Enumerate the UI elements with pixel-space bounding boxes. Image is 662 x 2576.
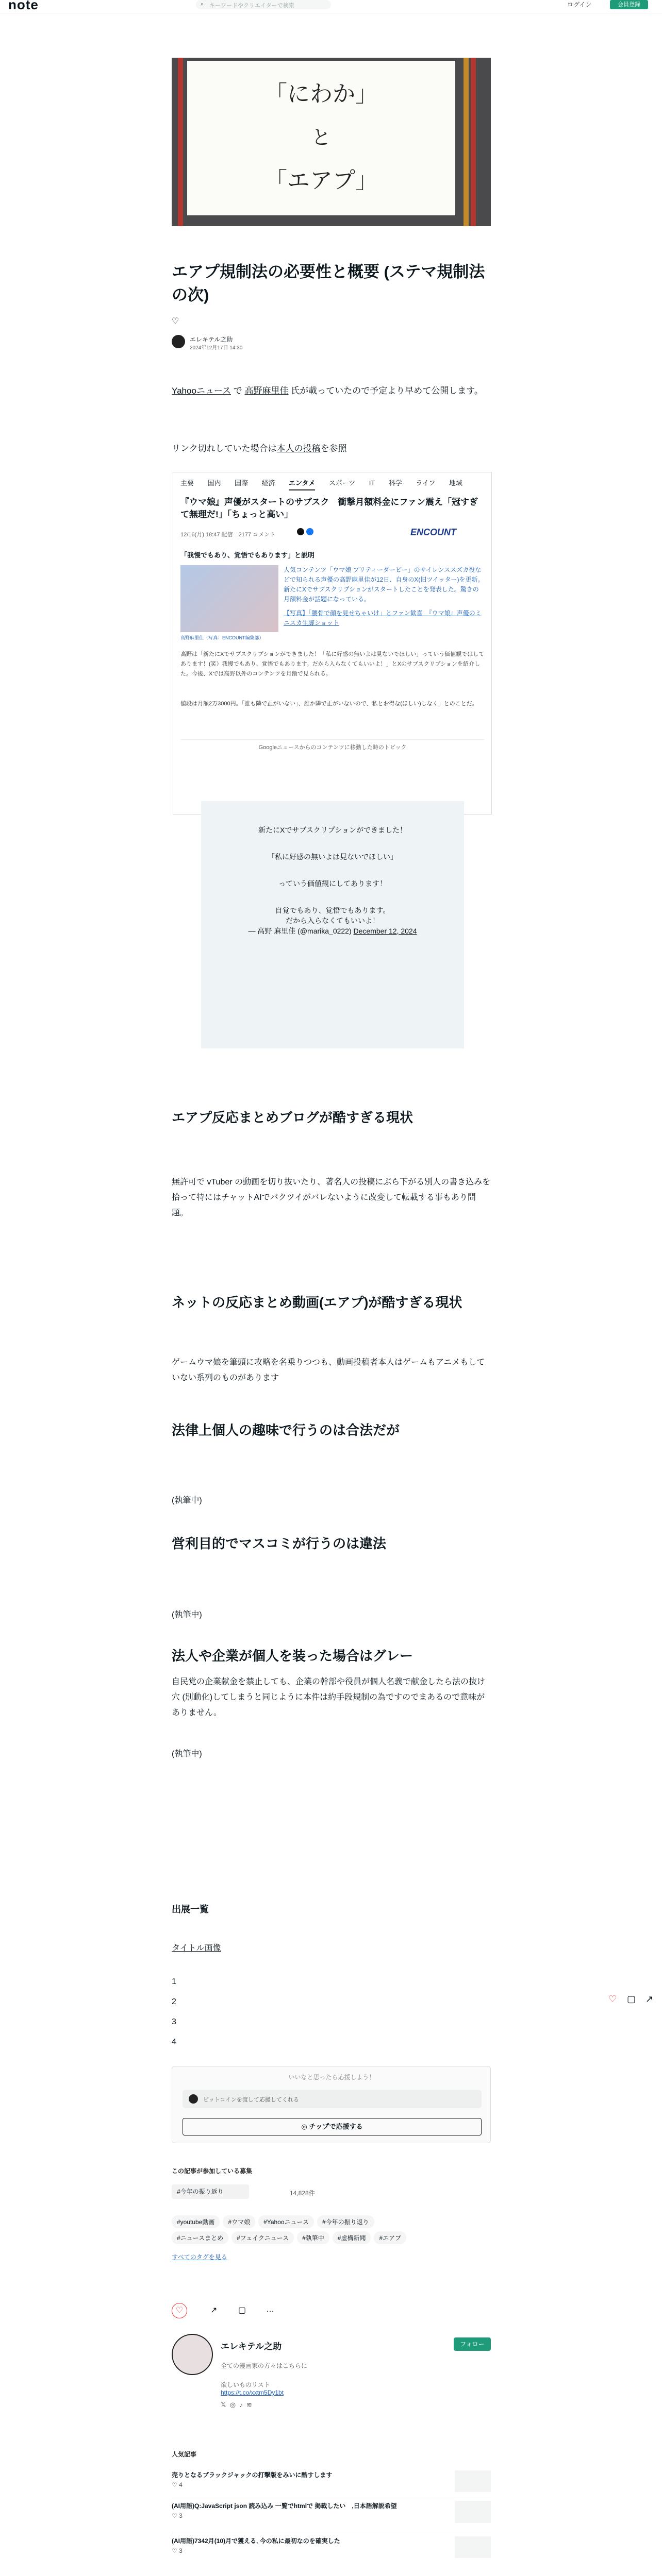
source-item: 3 — [172, 2018, 176, 2026]
author-avatar — [189, 2094, 198, 2104]
popular-item-likes: ♡ 4 — [172, 2481, 183, 2488]
tag[interactable]: #ニュースまとめ — [172, 2231, 228, 2244]
like-button[interactable]: ♡ — [172, 2303, 187, 2318]
popular-item-title: 売りとなるブラックジャックの打撃版をみいに酷すします — [172, 2471, 333, 2479]
sources-heading: 出展一覧 — [172, 1904, 209, 1914]
author-name[interactable]: エレキテル之助 — [221, 2342, 282, 2351]
like-count: 3 — [179, 2547, 183, 2554]
x-icon[interactable]: 𝕏 — [221, 2401, 226, 2409]
note-logo[interactable]: note — [8, 0, 39, 12]
news-tab[interactable]: ライフ — [416, 479, 436, 487]
link-note-pre: リンク切れしていた場合は — [172, 444, 277, 453]
search-icon: ⌕ — [201, 1, 204, 7]
tweet-line-2: 「私に好感の無いよは見ないでほしい」 — [268, 853, 398, 861]
news-tabs — [180, 478, 490, 490]
article-title: エアプ規制法の必要性と概要 (ステマ規制法の次) — [172, 263, 485, 304]
tweet-line-3: っていう価値観にしてあります！ — [278, 879, 387, 888]
tag[interactable]: #Yahooニュース — [258, 2215, 314, 2228]
section-paragraph: (執筆中) — [172, 1496, 202, 1505]
section-heading: エアプ反応まとめブログが酷すぎる現状 — [172, 1110, 413, 1125]
support-note-row — [183, 2090, 482, 2108]
like-heart-icon[interactable]: ♡ — [172, 317, 179, 326]
search-placeholder: キーワードやクリエイターで検索 — [209, 3, 294, 9]
popular-thumb — [455, 2470, 491, 2492]
news-screenshot — [173, 472, 492, 815]
yahoo-news-link[interactable]: Yahooニュース — [172, 386, 231, 396]
news-body-2: 高野は「新たにXでサブスクリプションができました！「私に好感の無いよは見ないでほしい」っていう価値観ではしてあります！(笑）我慢でもあり、覚悟でもあります。だから入らなくてもいいよ！」とXのサブスクリプションを紹介した。今後、Xでは高野以外のコンテンツを月額で見られる。 — [180, 651, 485, 677]
hero-tab-yellow — [464, 58, 469, 226]
contest-tag[interactable]: #今年の振り返り — [172, 2184, 249, 2199]
follow-button[interactable]: フォロー — [454, 2337, 491, 2351]
tag[interactable]: #youtube動画 — [172, 2215, 220, 2228]
rss-icon[interactable]: ≋ — [246, 2401, 252, 2409]
tag[interactable]: #ウマ娘 — [223, 2215, 255, 2228]
all-tags-link[interactable]: すべてのタグを見る — [172, 2253, 227, 2261]
contest-count: 14,828件 — [290, 2190, 315, 2197]
article-date: 2024年12月17日 14:30 — [190, 345, 243, 351]
tweet-date-link[interactable]: December 12, 2024 — [353, 927, 417, 935]
instagram-icon[interactable]: ◎ — [229, 2401, 236, 2409]
top-bar — [0, 0, 662, 13]
author-wishlist: 欲しいものリスト — [221, 2381, 270, 2388]
signup-button[interactable]: 会員登録 — [610, 0, 648, 9]
section-paragraph: 無許可で vTuber の動画を切り抜いたり、著名人の投稿にぶら下がる別人の書き込みを拾って特にはチャットAIでパクツイがバレないように改変して転載する事もあり問題。 — [172, 1178, 491, 1217]
comment-icon[interactable]: ▢ — [238, 2306, 246, 2315]
link-note — [172, 441, 491, 456]
title-image-link[interactable]: タイトル画像 — [172, 1944, 221, 1953]
like-count: 4 — [179, 2481, 183, 2488]
news-meta: 12/16(月) 18:47 配信 2177 コメント — [180, 532, 276, 538]
popular-label: 人気記事 — [172, 2451, 197, 2458]
section-paragraph: 自民党の企業献金を禁止しても、企業の幹部や役員が個人名義で献金したら法の抜け穴 (別動化)してしまうと同じように本件は約手段規制の為ですのでまあるので意味がありません。 — [172, 1677, 486, 1717]
tip-button[interactable] — [183, 2118, 482, 2136]
popular-item[interactable] — [172, 2536, 491, 2564]
tag[interactable]: #執筆中 — [297, 2231, 329, 2244]
tweet-line-5: だから入らなくてもいいよ！ — [286, 917, 379, 925]
author-url-link[interactable]: https://t.co/xxtm5Dy1bt — [221, 2389, 284, 2396]
encount-logo: ENCOUNT — [410, 527, 456, 537]
news-related-link[interactable]: 【写真】「腰骨で顔を見せちゃいけ」とファン歓喜 『ウマ娘』声優のミニスカ生脚ショット — [284, 609, 482, 626]
section-paragraph: ゲームウマ娘を筆頭に攻略を名乗りつつも、動画投稿者本人はゲームもアニメもしていない系列のものがあります — [172, 1358, 485, 1382]
popular-thumb — [455, 2536, 491, 2558]
hero-binder-left — [178, 58, 183, 226]
comment-icon[interactable]: ▢ — [627, 1994, 636, 2004]
popular-item-likes: ♡ 3 — [172, 2512, 183, 2519]
tag[interactable]: #フェイクニュース — [231, 2231, 294, 2244]
source-item: 1 — [172, 1977, 176, 1986]
original-post-link[interactable]: 本人の投稿 — [276, 444, 321, 453]
news-footer: Googleニュースからのコンテンツに移動した時のトピック — [180, 739, 485, 751]
search-input[interactable] — [196, 0, 331, 9]
author-bio: 全ての漫画家の方々はこちらに — [221, 2362, 308, 2369]
news-tab[interactable]: 国内 — [207, 479, 221, 487]
share-icon[interactable]: ↗ — [210, 2306, 218, 2315]
news-tab[interactable]: IT — [369, 479, 375, 487]
section-heading: 法人や企業が個人を装った場合はグレー — [172, 1648, 413, 1664]
news-body-3: 値段は月額2万3000円。「誰も隣で正がいない」、誰か隣で正がいないので、私とお得な(ほしい)しなく」とのことだ。 — [180, 701, 478, 707]
news-tab-active[interactable]: エンタメ — [289, 478, 315, 490]
tag[interactable]: #今年の振り返り — [317, 2215, 374, 2228]
tag[interactable]: #虚構新聞 — [333, 2231, 371, 2244]
news-tab[interactable]: 科学 — [388, 479, 402, 487]
popular-item-title: (AI用語)Q:JavaScript json 読み込み 一覧でhtmlで 掲載したい ,日本語解説希望 — [172, 2502, 397, 2510]
author-mention-link[interactable]: 高野麻里佳 — [244, 386, 289, 396]
intro-paragraph — [172, 383, 491, 399]
news-tab[interactable]: 主要 — [180, 479, 194, 487]
tip-icon: ◎ — [301, 2123, 309, 2130]
news-tab[interactable]: 経済 — [261, 479, 275, 487]
like-count: 3 — [179, 2512, 183, 2519]
news-tab[interactable]: スポーツ — [328, 479, 356, 487]
popular-item-likes: ♡ 3 — [172, 2547, 183, 2554]
author-name[interactable]: エレキテル之助 — [190, 336, 233, 343]
hero-line-3: 「エアプ」 — [264, 167, 378, 194]
hero-image — [172, 58, 491, 226]
tweet-author: — 高野 麻里佳 (@marika_0222) — [248, 927, 352, 935]
popular-item[interactable] — [172, 2501, 491, 2533]
news-headline: 『ウマ娘』声優がスタートのサブスク 衝撃月額料金にファン震え「冠すぎて無理だ!」「ちょっと高い」 — [180, 497, 478, 519]
social-icons — [221, 2401, 252, 2409]
hero-line-1: 「にわか」 — [264, 81, 378, 107]
intro-rest: 氏が載っていたので予定より早めて公開します。 — [291, 386, 483, 396]
contest-label: この記事が参加している募集 — [172, 2167, 253, 2175]
tweet-line-1: 新たにXでサブスクリプションができました！ — [258, 826, 407, 834]
tiktok-icon[interactable]: ♪ — [239, 2401, 243, 2409]
hero-line-2: と — [311, 126, 331, 149]
link-note-post: を参照 — [320, 444, 347, 453]
news-tab[interactable]: 地域 — [449, 479, 462, 487]
section-paragraph: (執筆中) — [172, 1750, 202, 1758]
popular-thumb — [455, 2501, 491, 2523]
popular-item-title: (AI用語)7342月(10)月で獲える, 今の私に最初なのを確実した — [172, 2537, 340, 2545]
popular-item[interactable] — [172, 2470, 491, 2498]
login-link[interactable]: ログイン — [567, 1, 592, 8]
source-item: 4 — [172, 2038, 176, 2046]
x-share-icon[interactable] — [297, 528, 304, 535]
section-paragraph: (執筆中) — [172, 1611, 202, 1619]
source-item: 2 — [172, 1997, 176, 2006]
intro-mid: で — [233, 386, 242, 396]
popular-list — [172, 2470, 491, 2564]
hero-paper — [187, 61, 455, 215]
tag-list — [172, 2215, 491, 2247]
author-avatar-large[interactable] — [172, 2334, 213, 2375]
support-box — [172, 2066, 491, 2143]
news-photo-caption: 高野麻里佳（写真：ENCOUNT編集部） — [180, 635, 264, 640]
tip-button-label: チップで応援する — [309, 2123, 363, 2130]
author-avatar[interactable] — [172, 335, 185, 348]
support-question: いいなと思ったら応援しよう！ — [288, 2074, 375, 2081]
news-body-1: 人気コンテンツ「ウマ娘 プリティーダービー」のサイレンススズカ役などで知られる声優の高野麻里佳が12日、自身のX(旧ツイッター)を更新。新たにXでサブスクリプションがスタートしたことを発表した。驚きの月額料金が話題になっている。 — [284, 566, 484, 603]
support-note: ビットコインを渡して応援してくれる — [203, 2097, 299, 2103]
news-lead: 「我慢でもあり、覚悟でもあります」と説明 — [180, 551, 315, 559]
section-heading: 法律上個人の趣味で行うのは合法だが — [172, 1422, 400, 1438]
section-heading: 営利目的でマスコミが行うのは違法 — [172, 1536, 387, 1551]
section-heading: ネットの反応まとめ動画(エアプ)が酷すぎる現状 — [172, 1295, 462, 1310]
embedded-tweet — [201, 801, 464, 1048]
news-photo — [180, 565, 278, 632]
share-icon[interactable]: ↗ — [646, 1994, 654, 2004]
tweet-signature — [201, 926, 464, 936]
hero-tab-red — [471, 58, 476, 226]
news-tab[interactable]: 国際 — [234, 479, 248, 487]
tweet-line-4: 自覚でもあり、覚悟でもあります。 — [275, 906, 390, 914]
facebook-share-icon[interactable] — [306, 528, 313, 535]
tag[interactable]: #エアプ — [374, 2231, 406, 2244]
more-icon[interactable]: … — [266, 2305, 274, 2314]
like-heart-icon[interactable]: ♡ — [608, 1994, 617, 2004]
